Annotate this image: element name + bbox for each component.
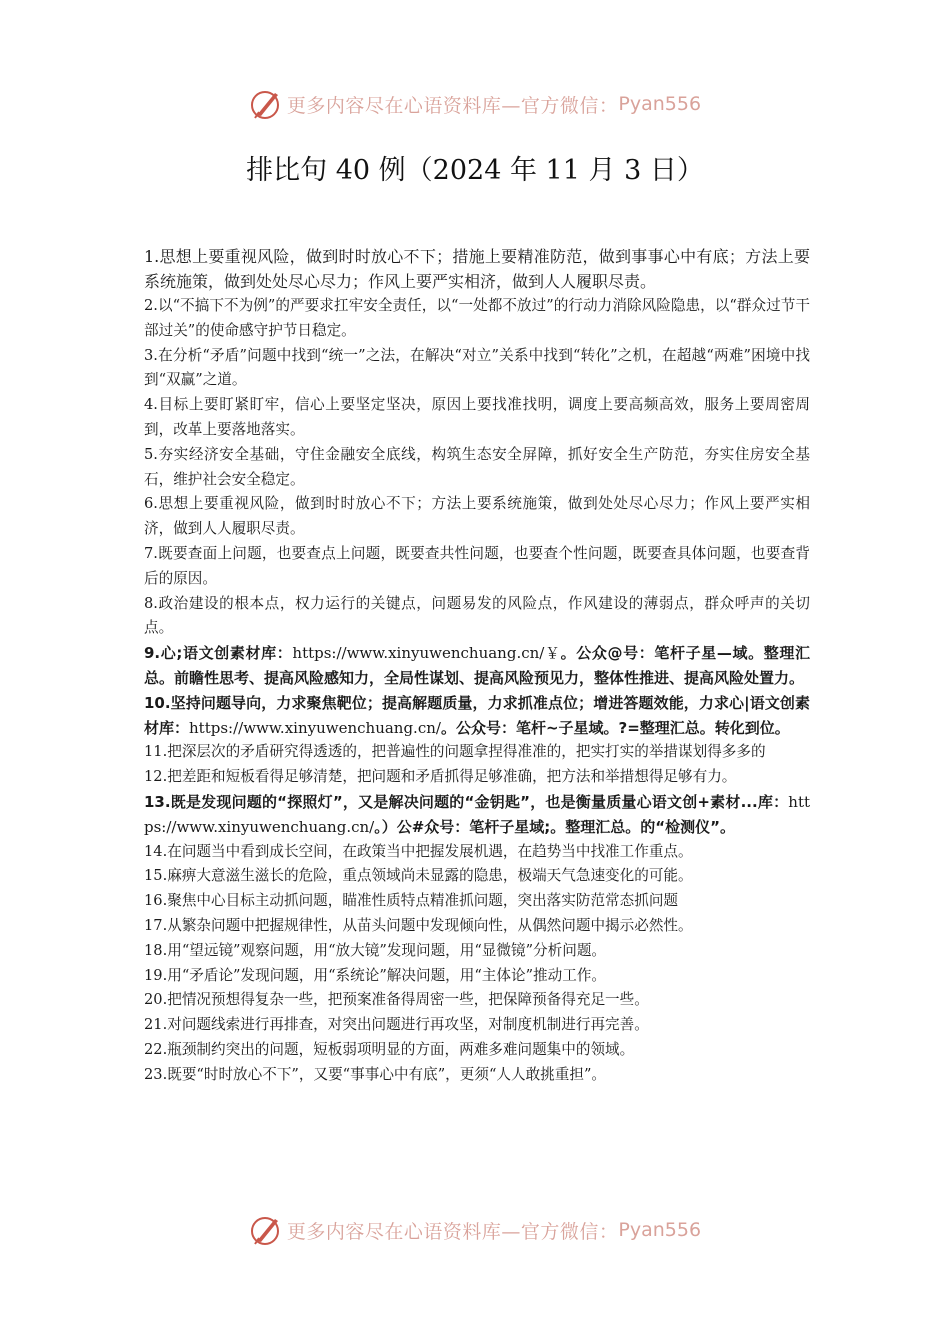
header-watermark-banner xyxy=(0,84,950,124)
list-item: 17.从繁杂问题中把握规律性，从苗头问题中发现倾向性，从偶然问题中揭示必然性。 xyxy=(144,916,693,934)
list-item: 20.把情况预想得复杂一些，把预案准备得周密一些，把保障预备得充足一些。 xyxy=(144,991,649,1009)
document-title: 排比句 40 例（2024 年 11 月 3 日） xyxy=(246,155,704,186)
quill-pen-icon xyxy=(249,87,283,121)
list-item: 23.既要“时时放心不下”，又要“事事心中有底”，更须“人人敢挑重担”。 xyxy=(144,1065,607,1083)
document-body xyxy=(144,244,810,1088)
footer-watermark-banner xyxy=(0,1210,950,1250)
list-item: 11.把深层次的矛盾研究得透透的，把普遍性的问题拿捏得准准的，把实打实的举措谋划得多多的 xyxy=(144,743,766,761)
list-item: 7.既要查面上问题，也要查点上问题，既要查共性问题，也要查个性问题，既要查具体问题，也要查背后的原因。 xyxy=(144,544,810,587)
list-item: 6.思想上要重视风险，做到时时放心不下；方法上要系统施策，做到处处尽心尽力；作风上要严实相济，做到人人履职尽责。 xyxy=(144,495,810,538)
list-item: 5.夯实经济安全基础，守住金融安全底线，构筑生态安全屏障，抓好安全生产防范，夯实住房安全基石，维护社会安全稳定。 xyxy=(144,445,810,488)
list-item: 3.在分析“矛盾”问题中找到“统一”之法，在解决“对立”关系中找到“转化”之机，在超越“两难”困境中找到“双赢”之道。 xyxy=(144,346,810,389)
watermark-url: https://www.xinyuwenchuang.cn/ xyxy=(189,718,441,737)
list-item: 19.用“矛盾论”发现问题，用“系统论”解决问题，用“主体论”推动工作。 xyxy=(144,966,607,984)
banner-text: 更多内容尽在心语资料库—官方微信： xyxy=(286,94,619,117)
list-item: 8.政治建设的根本点，权力运行的关键点，问题易发的风险点，作风建设的薄弱点，群众呼声的关切点。 xyxy=(144,594,810,637)
quill-pen-icon xyxy=(249,1213,283,1247)
list-item: 18.用“望远镜”观察问题，用“放大镜”发现问题，用“显微镜”分析问题。 xyxy=(144,941,607,959)
list-item: 15.麻痹大意滋生滋长的危险，重点领域尚未显露的隐患，极端天气急速变化的可能。 xyxy=(144,867,693,885)
list-item: 12.把差距和短板看得足够清楚，把问题和矛盾抓得足够准确，把方法和举措想得足够有力。 xyxy=(144,768,737,786)
watermark-url: https://www.xinyuwenchuang.cn/ xyxy=(144,792,810,836)
watermark-url: https://www.xinyuwenchuang.cn/￥ xyxy=(292,644,561,663)
list-item: 9.心;语文创素材库：https://www.xinyuwenchuang.cn/￥。公众@号：笔杆子星—域。整理汇总。前瞻性思考、提高风险感知力，全局性谋划、提高风险预见力，整体性推进、提高风险处置力。 xyxy=(144,644,810,687)
list-item: 16.聚焦中心目标主动抓问题，瞄准性质特点精准抓问题，突出落实防范常态抓问题 xyxy=(144,892,679,910)
list-item: 14.在问题当中看到成长空间，在政策当中把握发展机遇，在趋势当中找准工作重点。 xyxy=(144,842,693,860)
list-item: 22.瓶颈制约突出的问题，短板弱项明显的方面，两难多难问题集中的领域。 xyxy=(144,1040,635,1058)
banner-wechat-id: Pyan556 xyxy=(618,93,702,115)
list-item: 1.思想上要重视风险，做到时时放心不下；措施上要精准防范，做到事事心中有底；方法上要系统施策，做到处处尽心尽力；作风上要严实相济，做到人人履职尽责。 xyxy=(144,247,810,291)
banner-wechat-id: Pyan556 xyxy=(618,1219,702,1241)
list-item: 13.既是发现问题的“探照灯”，又是解决问题的“金钥匙”，也是衡量质量心语文创+素材...库：https://www.xinyuwenchuang.cn/。）公#众号：笔杆子星域;。整理汇总。的“检测仪”。 xyxy=(144,792,810,836)
banner-text: 更多内容尽在心语资料库—官方微信： xyxy=(286,1220,619,1243)
list-item: 4.目标上要盯紧盯牢，信心上要坚定坚决，原因上要找准找明，调度上要高频高效，服务上要周密周到，改革上要落地落实。 xyxy=(144,396,810,438)
list-item: 10.坚持问题导向，力求聚焦靶位；提高解题质量，力求抓准点位；增进答题效能，力求心|语文创素材库：https://www.xinyuwenchuang.cn/。公众号：笔杆~子星域。?=整理汇总。转化到位。 xyxy=(144,693,810,737)
list-item: 21.对问题线索进行再排查，对突出问题进行再攻坚，对制度机制进行再完善。 xyxy=(144,1016,649,1034)
list-item: 2.以“不搞下不为例”的严要求扛牢安全责任，以“一处都不放过”的行动力消除风险隐患，以“群众过节干部过关”的使命感守护节日稳定。 xyxy=(144,297,810,339)
